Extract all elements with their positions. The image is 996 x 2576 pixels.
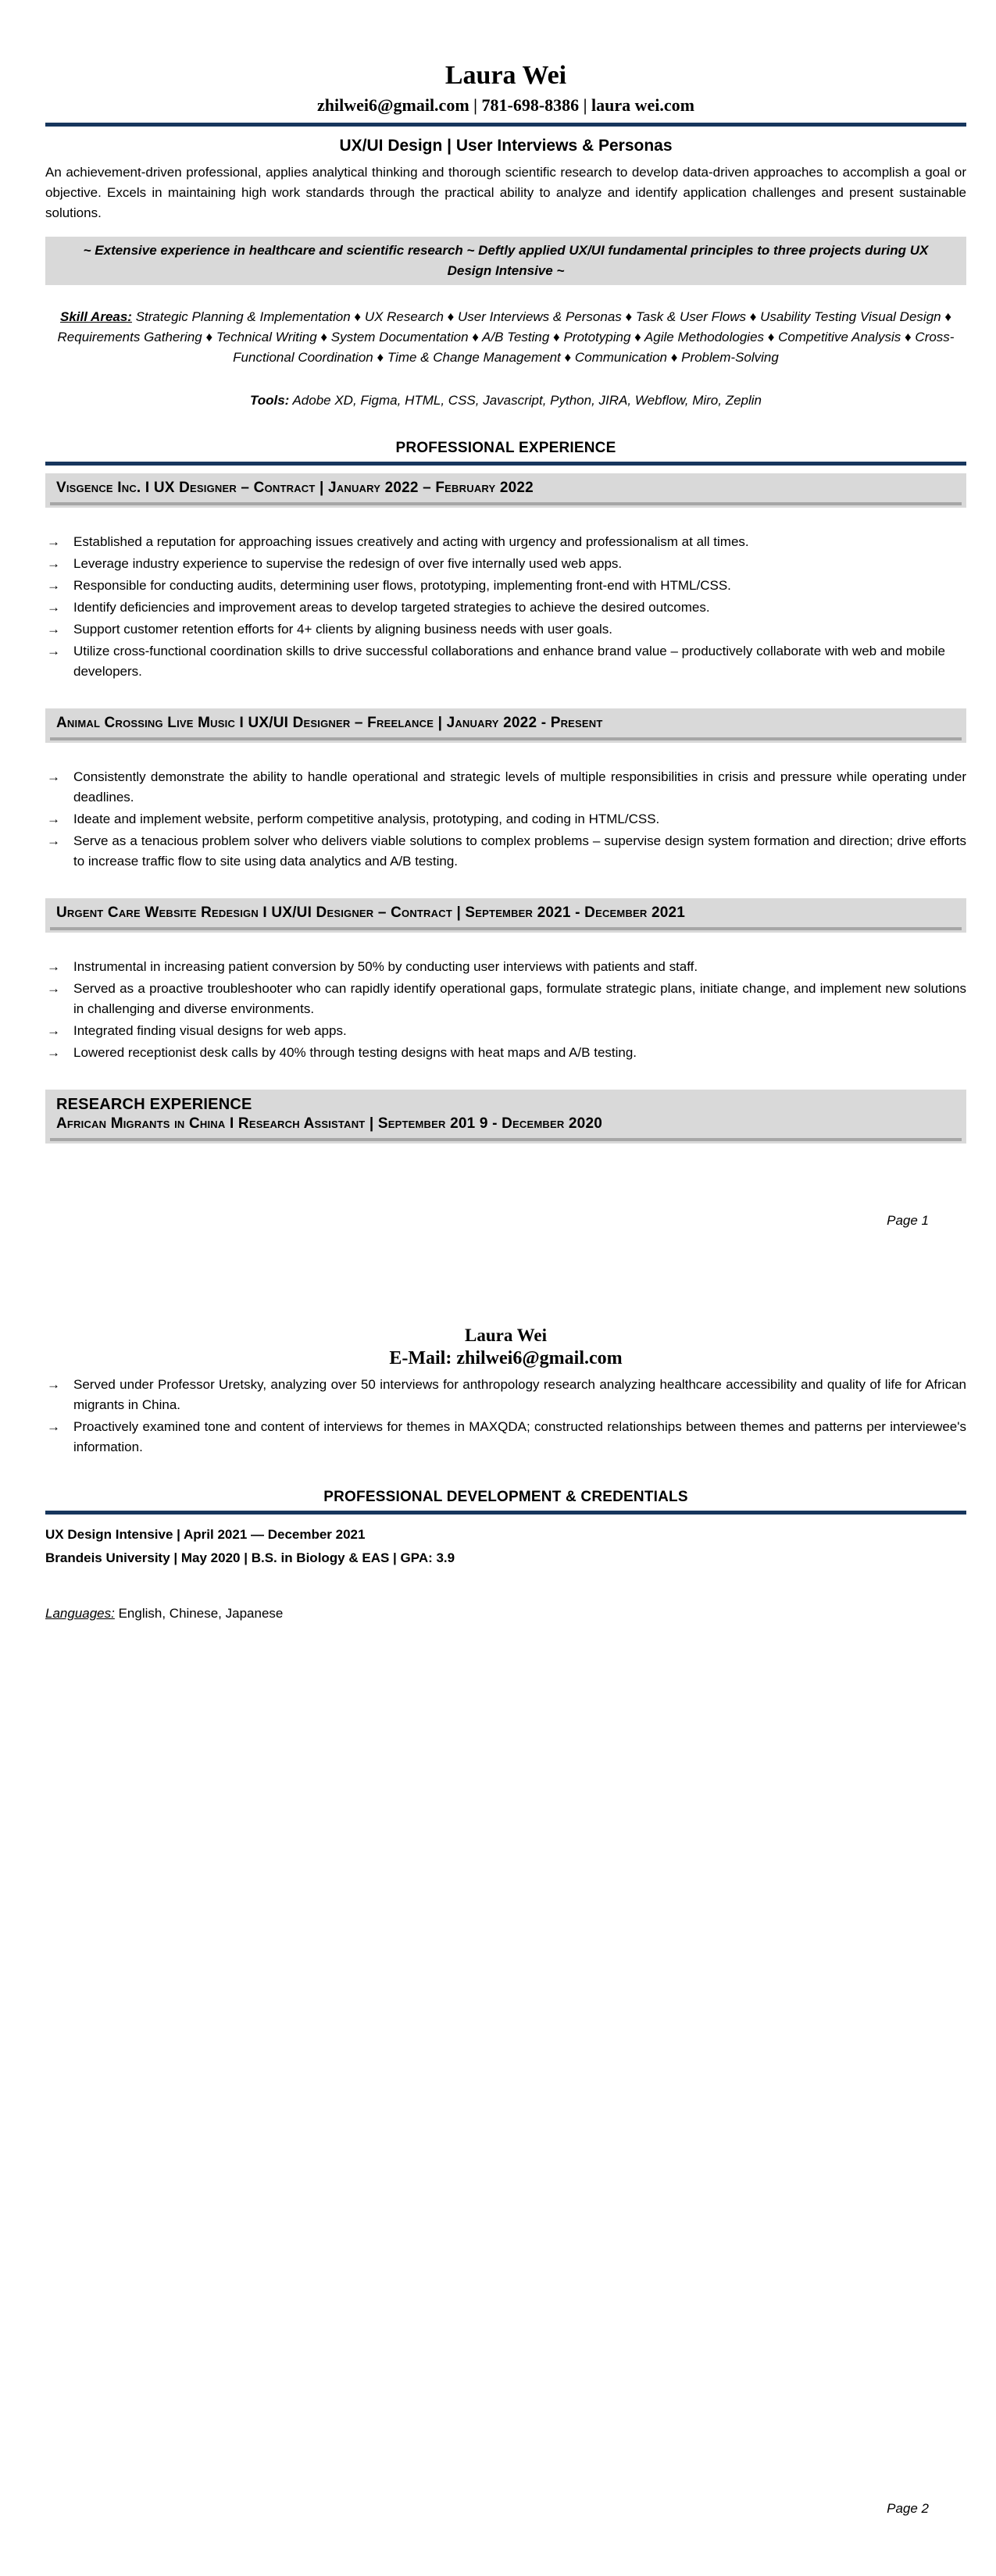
summary-paragraph: An achievement-driven professional, applies analytical thinking and thorough scientific research to develop data-driven approaches to accomplish a goal or objective. Excels in maintaining high work standards through the practical ability to analyze and identify application challenges and present sustainable solutions.: [45, 165, 966, 221]
bullet-item: [45, 809, 966, 830]
arrow-bullet-icon: →: [47, 1377, 60, 1392]
section-heading-professional-experience: PROFESSIONAL EXPERIENCE: [395, 440, 616, 457]
arrow-bullet-icon: →: [47, 600, 60, 615]
bullet-text: Leverage industry experience to supervise the redesign of over five internally used web apps.: [73, 556, 623, 572]
arrow-bullet-icon: →: [47, 556, 60, 572]
arrow-bullet-icon: →: [47, 534, 60, 550]
headline-title: UX/UI Design | User Interviews & Personas: [339, 137, 673, 155]
skill-areas-text: Strategic Planning & Implementation ♦ UX Research ♦ User Interviews & Personas ♦ Task & User Flows ♦ Usability Testing Visual Design ♦ Requirements Gathering ♦ Technical Writing ♦ System Documentation ♦ A/B Testing ♦ Prototyping ♦ Agile Methodologies ♦ Competitive Analysis ♦ Cross-Functional Coordination ♦ Time & Change Management ♦ Communication ♦ Problem-Solving: [57, 309, 955, 366]
bullet-text: Support customer retention efforts for 4+ clients by aligning business needs with user goals.: [73, 622, 612, 637]
research-role-banner: African Migrants in China I Research Assistant | September 201 9 - December 2020: [56, 1115, 602, 1133]
bullet-text: Ideate and implement website, perform competitive analysis, prototyping, and coding in HTML/CSS.: [73, 812, 660, 827]
highlight-block: ~ Extensive experience in healthcare and scientific research ~ Deftly applied UX/UI fundamental principles to three projects during UX Design Intensive ~: [45, 237, 966, 285]
bullet-text: Instrumental in increasing patient conversion by 50% by conducting user interviews with patients and staff.: [73, 959, 698, 975]
job-bullets-animal-crossing: [45, 767, 966, 872]
candidate-name-page2: Laura Wei: [464, 1325, 547, 1345]
job-banner-visgence: Visgence Inc. I UX Designer – Contract | January 2022 – February 2022: [45, 473, 966, 508]
job-bullets-urgent-care: [45, 957, 966, 1063]
languages-label: Languages:: [45, 1606, 115, 1621]
arrow-bullet-icon: →: [47, 1419, 60, 1434]
arrow-bullet-icon: →: [47, 981, 60, 997]
job-banner-animal-crossing: Animal Crossing Live Music I UX/UI Designer – Freelance | January 2022 - Present: [45, 708, 966, 743]
tools-paragraph: [45, 393, 966, 409]
bullet-text: Proactively examined tone and content of interviews for themes in MAXQDA; constructed relationships between themes and patterns per interviewee's information.: [73, 1419, 966, 1454]
bullet-item: [45, 532, 966, 552]
arrow-bullet-icon: →: [47, 622, 60, 637]
resume-page-2: [0, 1288, 996, 2576]
credential-line-ux-intensive: UX Design Intensive | April 2021 — December 2021: [45, 1527, 366, 1542]
research-experience-banner: [45, 1090, 966, 1144]
arrow-bullet-icon: →: [47, 1045, 60, 1061]
tools-label: Tools:: [249, 393, 290, 409]
section-divider: [45, 462, 966, 466]
candidate-name: Laura Wei: [444, 61, 567, 90]
bullet-text: Served under Professor Uretsky, analyzing over 50 interviews for anthropology research analyzing healthcare accessibility and quality of life for African migrants in China.: [73, 1377, 966, 1412]
bullet-text: Identify deficiencies and improvement areas to develop targeted strategies to achieve the desired outcomes.: [73, 600, 710, 615]
research-bullets: [45, 1375, 966, 1457]
job-banner-urgent-care: Urgent Care Website Redesign I UX/UI Designer – Contract | September 2021 - December 2021: [45, 898, 966, 933]
bullet-item: [45, 979, 966, 1019]
bullet-text: Consistently demonstrate the ability to handle operational and strategic levels of multiple responsibilities in crisis and pressure while operating under deadlines.: [73, 769, 966, 805]
job-bullets-visgence: [45, 532, 966, 682]
arrow-bullet-icon: →: [47, 833, 60, 849]
email-line: E-Mail: zhilwei6@gmail.com: [389, 1348, 623, 1368]
bullet-text: Serve as a tenacious problem solver who delivers viable solutions to complex problems – supervise design system formation and direction; drive efforts to increase traffic flow to site using data analytics and A/B testing.: [73, 833, 966, 869]
bullet-item: [45, 1021, 966, 1041]
arrow-bullet-icon: →: [47, 769, 60, 785]
arrow-bullet-icon: →: [47, 578, 60, 594]
bullet-item: [45, 598, 966, 618]
bullet-item: [45, 957, 966, 977]
bullet-text: Responsible for conducting audits, determining user flows, prototyping, implementing front-end with HTML/CSS.: [73, 578, 731, 594]
header-divider: [45, 123, 966, 127]
page-number-2: Page 2: [887, 2501, 929, 2516]
bullet-text: Integrated finding visual designs for web apps.: [73, 1023, 347, 1039]
bullet-text: Utilize cross-functional coordination skills to drive successful collaborations and enhance brand value – productively collaborate with web and mobile developers.: [73, 644, 945, 680]
skill-areas-paragraph: [45, 307, 966, 368]
arrow-bullet-icon: →: [47, 812, 60, 827]
bullet-text: Served as a proactive troubleshooter who can rapidly identify operational gaps, formulate strategic plans, initiate change, and implement new solutions in challenging and diverse environments.: [73, 981, 966, 1017]
bullet-item: [45, 767, 966, 808]
skill-areas-label: Skill Areas:: [60, 309, 132, 325]
contact-line: zhilwei6@gmail.com | 781-698-8386 | laura wei.com: [317, 95, 694, 116]
arrow-bullet-icon: →: [47, 1023, 60, 1039]
languages-text: English, Chinese, Japanese: [114, 1606, 284, 1621]
languages-paragraph: [45, 1606, 966, 1622]
bullet-item: [45, 641, 966, 682]
section-divider: [45, 1511, 966, 1515]
bullet-item: [45, 1375, 966, 1415]
bullet-item: [45, 831, 966, 872]
arrow-bullet-icon: →: [47, 644, 60, 659]
bullet-text: Established a reputation for approaching issues creatively and acting with urgency and professionalism at all times.: [73, 534, 749, 550]
credential-lines: [45, 1523, 966, 1570]
bullet-item: [45, 1417, 966, 1457]
tools-text: Adobe XD, Figma, HTML, CSS, Javascript, Python, JIRA, Webflow, Miro, Zeplin: [289, 393, 762, 409]
credential-line-brandeis: Brandeis University | May 2020 | B.S. in Biology & EAS | GPA: 3.9: [45, 1550, 455, 1565]
bullet-text: Lowered receptionist desk calls by 40% through testing designs with heat maps and A/B testing.: [73, 1045, 637, 1061]
bullet-item: [45, 619, 966, 640]
arrow-bullet-icon: →: [47, 959, 60, 975]
page-number-1: Page 1: [887, 1213, 929, 1228]
bullet-item: [45, 1043, 966, 1063]
research-experience-heading: RESEARCH EXPERIENCE: [56, 1096, 252, 1114]
bullet-item: [45, 554, 966, 574]
bullet-item: [45, 576, 966, 596]
section-heading-credentials: PROFESSIONAL DEVELOPMENT & CREDENTIALS: [323, 1489, 688, 1505]
